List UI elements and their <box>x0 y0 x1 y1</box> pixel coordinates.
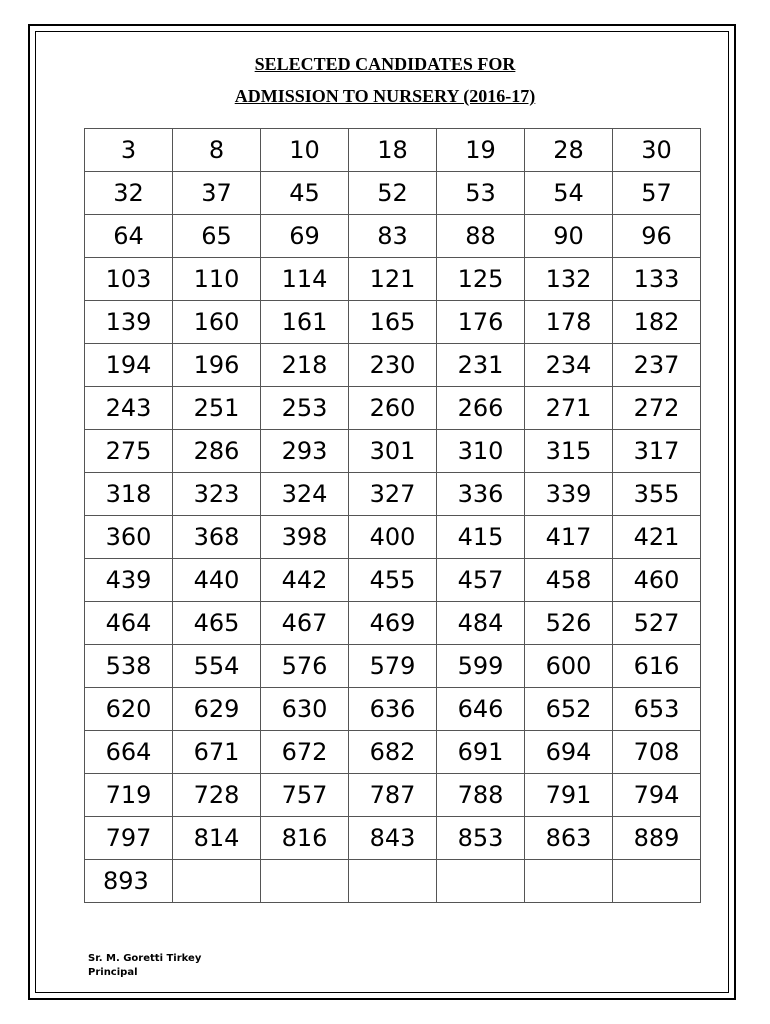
table-cell: 37 <box>173 172 261 215</box>
table-cell: 853 <box>437 817 525 860</box>
table-cell: 439 <box>85 559 173 602</box>
table-cell: 10 <box>261 129 349 172</box>
table-cell: 64 <box>85 215 173 258</box>
signatory-name: Sr. M. Goretti Tirkey <box>88 953 202 964</box>
table-row <box>85 817 701 860</box>
table-row <box>85 860 701 903</box>
table-cell: 19 <box>437 129 525 172</box>
table-cell: 110 <box>173 258 261 301</box>
table-cell: 455 <box>349 559 437 602</box>
table-row <box>85 344 701 387</box>
table-cell: 440 <box>173 559 261 602</box>
table-cell: 90 <box>525 215 613 258</box>
table-cell: 125 <box>437 258 525 301</box>
table-cell: 293 <box>261 430 349 473</box>
table-cell: 889 <box>613 817 701 860</box>
table-cell: 69 <box>261 215 349 258</box>
table-cell: 272 <box>613 387 701 430</box>
table-cell: 629 <box>173 688 261 731</box>
table-cell: 652 <box>525 688 613 731</box>
table-cell: 465 <box>173 602 261 645</box>
table-cell: 32 <box>85 172 173 215</box>
table-cell: 275 <box>85 430 173 473</box>
table-cell: 52 <box>349 172 437 215</box>
table-cell: 636 <box>349 688 437 731</box>
table-cell: 794 <box>613 774 701 817</box>
table-cell: 355 <box>613 473 701 516</box>
table-cell: 65 <box>173 215 261 258</box>
table-row <box>85 215 701 258</box>
table-cell <box>349 860 437 903</box>
table-cell: 458 <box>525 559 613 602</box>
table-cell: 339 <box>525 473 613 516</box>
table-cell: 787 <box>349 774 437 817</box>
table-cell: 114 <box>261 258 349 301</box>
table-cell: 54 <box>525 172 613 215</box>
table-cell: 464 <box>85 602 173 645</box>
table-cell: 719 <box>85 774 173 817</box>
table-row <box>85 258 701 301</box>
table-cell: 88 <box>437 215 525 258</box>
table-cell: 757 <box>261 774 349 817</box>
table-row <box>85 473 701 516</box>
table-cell: 301 <box>349 430 437 473</box>
table-cell: 671 <box>173 731 261 774</box>
table-row <box>85 688 701 731</box>
table-cell: 3 <box>85 129 173 172</box>
table-cell: 576 <box>261 645 349 688</box>
table-cell: 630 <box>261 688 349 731</box>
table-row <box>85 559 701 602</box>
table-cell: 893 <box>85 860 173 903</box>
table-cell: 400 <box>349 516 437 559</box>
table-cell: 814 <box>173 817 261 860</box>
table-cell: 165 <box>349 301 437 344</box>
table-row <box>85 172 701 215</box>
table-cell: 243 <box>85 387 173 430</box>
table-cell <box>437 860 525 903</box>
table-cell: 728 <box>173 774 261 817</box>
table-cell: 182 <box>613 301 701 344</box>
table-cell: 694 <box>525 731 613 774</box>
table-cell: 797 <box>85 817 173 860</box>
table-cell: 620 <box>85 688 173 731</box>
table-cell: 398 <box>261 516 349 559</box>
table-cell: 788 <box>437 774 525 817</box>
table-cell: 554 <box>173 645 261 688</box>
table-cell: 315 <box>525 430 613 473</box>
table-cell: 176 <box>437 301 525 344</box>
signatory-title: Principal <box>88 967 138 978</box>
table-cell: 121 <box>349 258 437 301</box>
table-row <box>85 516 701 559</box>
table-cell: 457 <box>437 559 525 602</box>
table-cell: 196 <box>173 344 261 387</box>
table-cell: 526 <box>525 602 613 645</box>
table-cell: 230 <box>349 344 437 387</box>
table-cell <box>613 860 701 903</box>
table-cell: 178 <box>525 301 613 344</box>
table-cell: 133 <box>613 258 701 301</box>
table-cell: 160 <box>173 301 261 344</box>
table-cell: 691 <box>437 731 525 774</box>
table-cell: 253 <box>261 387 349 430</box>
table-cell: 421 <box>613 516 701 559</box>
table-cell: 30 <box>613 129 701 172</box>
table-row <box>85 602 701 645</box>
table-cell: 672 <box>261 731 349 774</box>
table-cell: 682 <box>349 731 437 774</box>
table-cell: 327 <box>349 473 437 516</box>
table-cell: 599 <box>437 645 525 688</box>
table-row <box>85 387 701 430</box>
table-cell: 161 <box>261 301 349 344</box>
table-cell: 96 <box>613 215 701 258</box>
table-cell: 646 <box>437 688 525 731</box>
table-cell: 28 <box>525 129 613 172</box>
table-cell: 415 <box>437 516 525 559</box>
table-cell: 616 <box>613 645 701 688</box>
table-row <box>85 430 701 473</box>
table-cell: 234 <box>525 344 613 387</box>
table-cell: 132 <box>525 258 613 301</box>
table-cell: 843 <box>349 817 437 860</box>
table-cell: 791 <box>525 774 613 817</box>
table-cell: 816 <box>261 817 349 860</box>
table-cell: 318 <box>85 473 173 516</box>
table-cell: 336 <box>437 473 525 516</box>
table-cell: 368 <box>173 516 261 559</box>
table-row <box>85 129 701 172</box>
table-cell: 324 <box>261 473 349 516</box>
table-cell: 538 <box>85 645 173 688</box>
table-cell <box>173 860 261 903</box>
table-cell: 271 <box>525 387 613 430</box>
table-cell: 527 <box>613 602 701 645</box>
table-cell: 53 <box>437 172 525 215</box>
table-cell: 231 <box>437 344 525 387</box>
document-title-line1: SELECTED CANDIDATES FOR <box>254 54 516 74</box>
table-cell: 442 <box>261 559 349 602</box>
table-cell: 317 <box>613 430 701 473</box>
table-cell: 664 <box>85 731 173 774</box>
table-cell: 579 <box>349 645 437 688</box>
table-cell: 460 <box>613 559 701 602</box>
table-cell: 708 <box>613 731 701 774</box>
table-row <box>85 645 701 688</box>
table-cell: 360 <box>85 516 173 559</box>
table-cell: 218 <box>261 344 349 387</box>
table-cell: 103 <box>85 258 173 301</box>
table-cell: 266 <box>437 387 525 430</box>
table-row <box>85 774 701 817</box>
table-cell: 57 <box>613 172 701 215</box>
table-cell <box>261 860 349 903</box>
table-cell: 8 <box>173 129 261 172</box>
table-cell: 863 <box>525 817 613 860</box>
table-cell: 194 <box>85 344 173 387</box>
table-cell: 484 <box>437 602 525 645</box>
table-cell: 237 <box>613 344 701 387</box>
table-cell: 139 <box>85 301 173 344</box>
table-cell: 653 <box>613 688 701 731</box>
table-cell <box>525 860 613 903</box>
table-cell: 469 <box>349 602 437 645</box>
table-cell: 417 <box>525 516 613 559</box>
table-cell: 467 <box>261 602 349 645</box>
table-cell: 260 <box>349 387 437 430</box>
table-cell: 310 <box>437 430 525 473</box>
table-cell: 323 <box>173 473 261 516</box>
table-cell: 286 <box>173 430 261 473</box>
document-title-line2: ADMISSION TO NURSERY (2016-17) <box>234 86 536 106</box>
candidate-number-table <box>84 128 701 903</box>
table-row <box>85 731 701 774</box>
table-cell: 600 <box>525 645 613 688</box>
table-cell: 83 <box>349 215 437 258</box>
table-cell: 18 <box>349 129 437 172</box>
table-cell: 45 <box>261 172 349 215</box>
table-row <box>85 301 701 344</box>
table-cell: 251 <box>173 387 261 430</box>
